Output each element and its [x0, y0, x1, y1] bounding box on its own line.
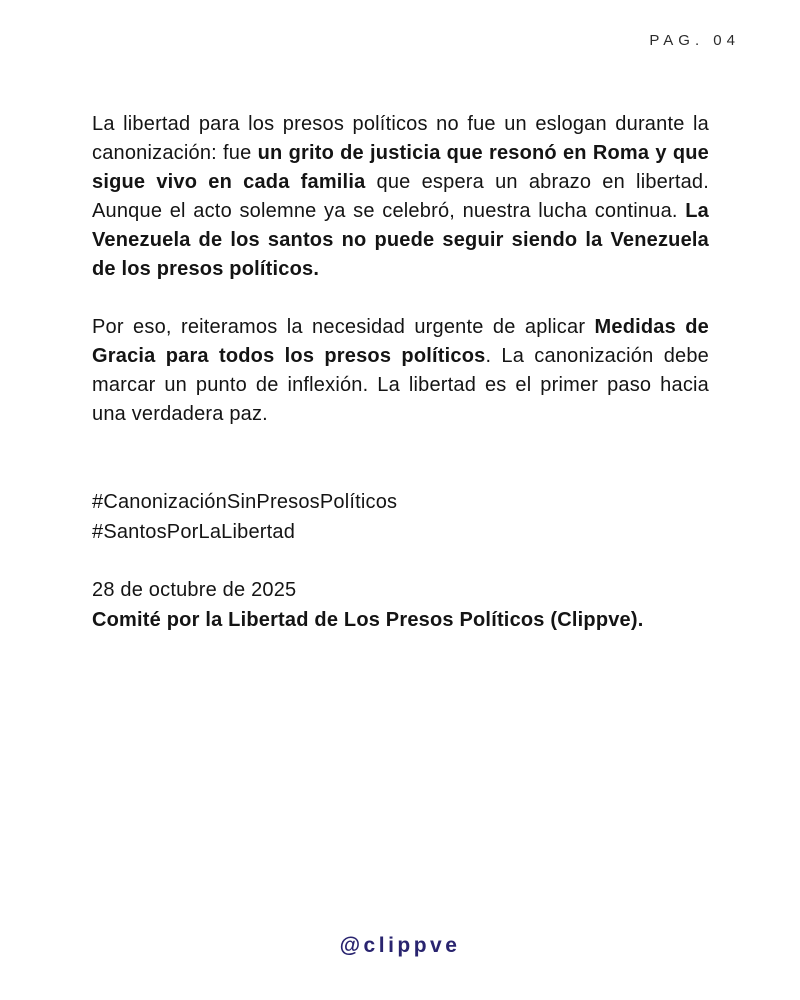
paragraph-1-bold-segment: un grito de justicia que resonó en Roma y que sigue vivo en cada familia — [92, 142, 709, 193]
hashtag-block — [92, 487, 709, 547]
paragraph-1-segment: La libertad para los presos políticos no fue un eslogan durante la canonización: fue — [92, 113, 709, 164]
date-line: 28 de octubre de 2025 — [92, 579, 297, 601]
signature-block — [92, 575, 709, 635]
page-number-label: PAG. 04 — [649, 32, 740, 49]
paragraph-2-segment: . La canonización debe marcar un punto de inflexión. La libertad es el primer paso hacia una verdadera paz. — [92, 345, 709, 425]
paragraph-2-segment: Por eso, reiteramos la necesidad urgente de aplicar — [92, 316, 595, 338]
hashtag-santos: #SantosPorLaLibertad — [92, 521, 296, 543]
paragraph-2-bold-segment: Medidas de Gracia para todos los presos políticos — [92, 316, 709, 367]
paragraph-2 — [92, 313, 709, 429]
committee-signature: Comité por la Libertad de Los Presos Políticos (Clippve). — [92, 609, 644, 631]
hashtag-canonizacion: #CanonizaciónSinPresosPolíticos — [92, 491, 398, 513]
paragraph-1-bold-segment: La Venezuela de los santos no puede seguir siendo la Venezuela de los presos políticos. — [92, 200, 709, 280]
paragraph-1-segment: que espera un abrazo en libertad. Aunque el acto solemne ya se celebró, nuestra lucha continua. — [92, 171, 710, 222]
statement-content — [92, 110, 709, 635]
paragraph-1 — [92, 110, 709, 284]
social-handle: @clippve — [339, 934, 461, 957]
